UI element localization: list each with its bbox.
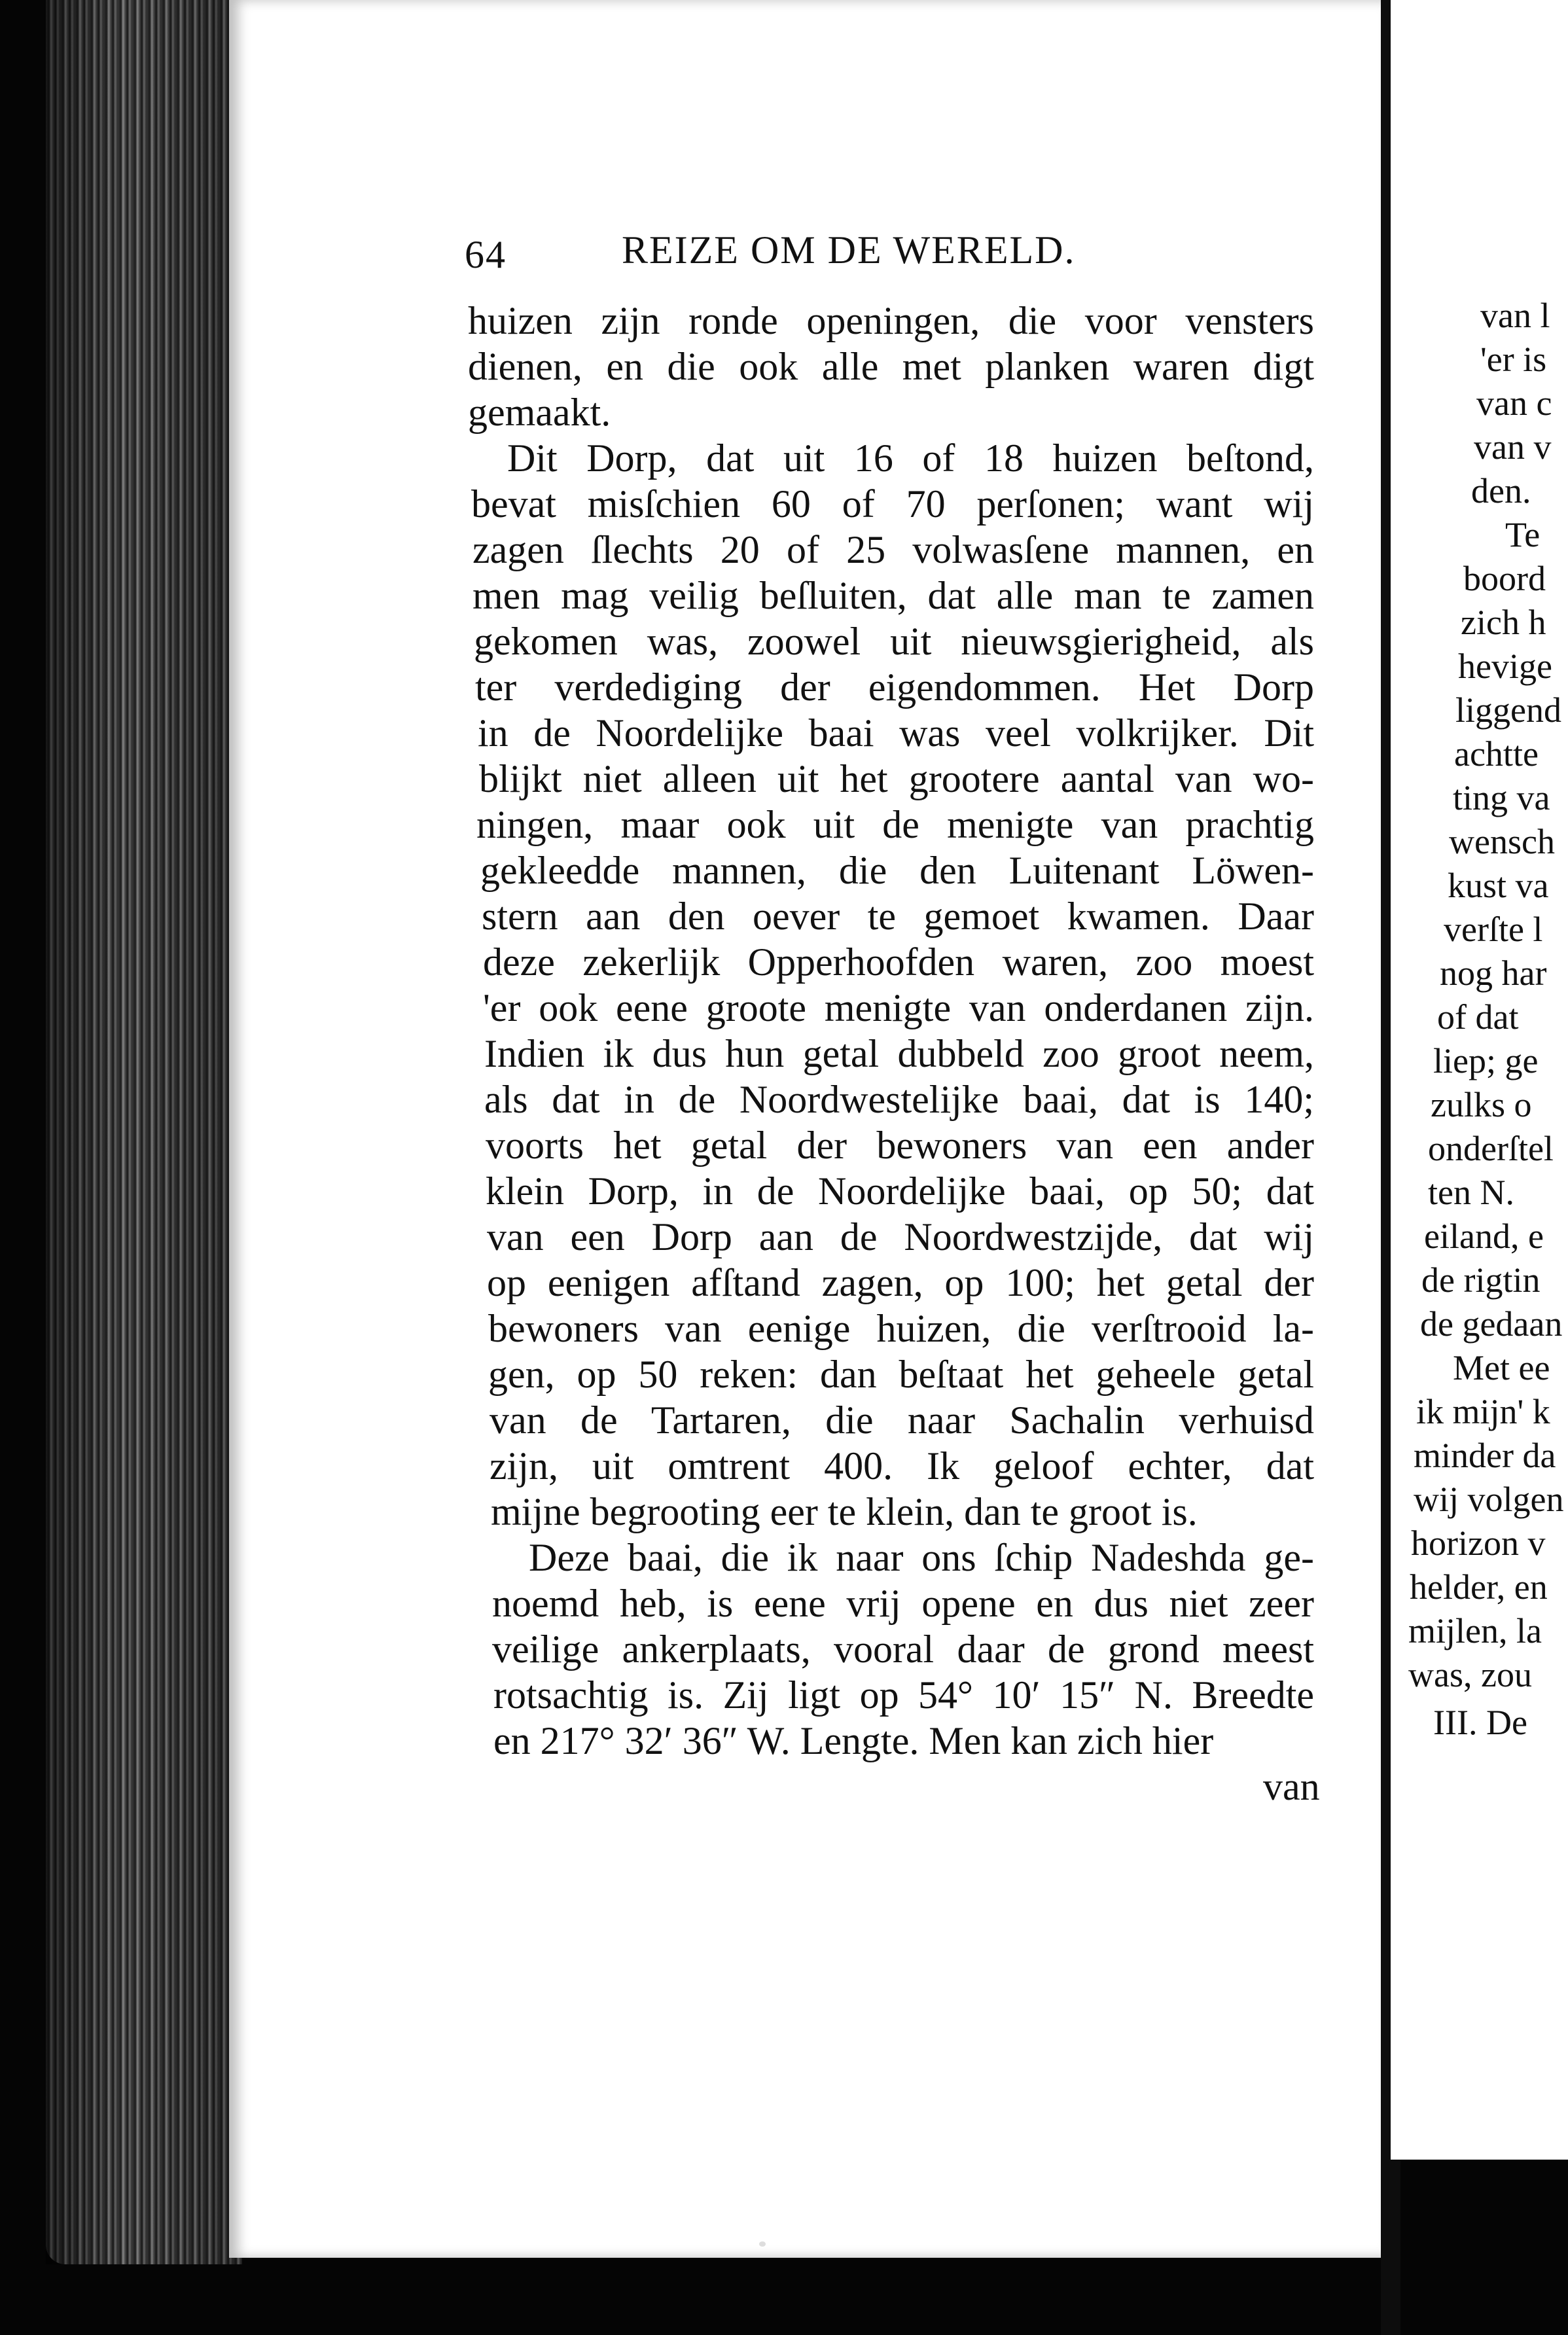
facing-line: ten N.: [1428, 1173, 1514, 1212]
facing-line: ting va: [1453, 778, 1550, 817]
text-line: Deze baai, die ik naar ons ſchip Nadeshda ge-: [529, 1536, 1314, 1579]
facing-line: boord: [1463, 559, 1546, 598]
facing-line: zich h: [1461, 603, 1546, 642]
text-line: Dit Dorp, dat uit 16 of 18 huizen beſtond,: [507, 437, 1314, 480]
text-line: voorts het getal der bewoners van een ander: [486, 1124, 1314, 1167]
facing-line: wensch: [1449, 822, 1555, 861]
facing-line: liggend: [1455, 690, 1561, 730]
facing-line: liep; ge: [1433, 1041, 1539, 1080]
facing-line: horizon v: [1411, 1524, 1546, 1563]
text-line: klein Dorp, in de Noordelijke baai, op 50; dat: [486, 1169, 1314, 1213]
facing-line: onderſtel: [1428, 1129, 1554, 1168]
facing-line: mijlen, la: [1408, 1611, 1542, 1650]
text-line: bevat misſchien 60 of 70 perſonen; want wij: [471, 482, 1314, 526]
text-line: Indien ik dus hun getal dubbeld zoo groot neem,: [484, 1032, 1314, 1075]
text-line: noemd heb, is eene vrij opene en dus niet zeer: [492, 1582, 1314, 1625]
facing-line: of dat: [1437, 997, 1519, 1037]
text-line: en 217° 32′ 36″ W. Lengte. Men kan zich hier: [493, 1719, 1214, 1762]
facing-line: wij volgen: [1414, 1480, 1564, 1519]
text-line: gekleedde mannen, die den Luitenant Löwen-: [480, 849, 1314, 892]
facing-line: eiland, e: [1424, 1217, 1544, 1256]
facing-line: 'er is: [1480, 340, 1547, 379]
text-line: zagen ſlechts 20 of 25 volwasſene mannen, en: [472, 528, 1314, 571]
facing-line: kust va: [1448, 866, 1549, 905]
facing-line: de gedaan: [1420, 1304, 1563, 1344]
facing-line: was, zou: [1408, 1655, 1532, 1694]
text-line: 'er ook eene groote menigte van onderdanen zijn.: [483, 986, 1314, 1029]
facing-line: zulks o: [1431, 1085, 1532, 1124]
text-line: stern aan den oever te gemoet kwamen. Daar: [482, 895, 1314, 938]
text-line: deze zekerlijk Opperhoofden waren, zoo moest: [483, 940, 1314, 984]
facing-line: van v: [1474, 427, 1552, 467]
scan-speck: [759, 2241, 766, 2247]
facing-line: Met ee: [1453, 1348, 1550, 1387]
text-line: veilige ankerplaats, vooral daar de grond meest: [492, 1628, 1314, 1671]
facing-line: nog har: [1440, 954, 1547, 993]
text-line: blijkt niet alleen uit het grootere aantal van wo-: [479, 757, 1314, 800]
text-line: van een Dorp aan de Noordwestzijde, dat wij: [487, 1215, 1314, 1258]
facing-line: hevige: [1458, 647, 1552, 686]
text-line: bewoners van eenige huizen, die verſtrooid la-: [488, 1307, 1314, 1350]
text-line: op eenigen afſtand zagen, op 100; het getal der: [487, 1261, 1314, 1304]
text-line: zijn, uit omtrent 400. Ik geloof echter, dat: [490, 1444, 1314, 1488]
text-line: ningen, maar ook uit de menigte van prachtig: [476, 803, 1314, 846]
text-line: mijne begrooting eer te klein, dan te groot is.: [491, 1490, 1198, 1533]
text-line: gekomen was, zoowel uit nieuwsgierigheid, als: [474, 620, 1314, 663]
text-line: ter verdediging der eigendommen. Het Dorp: [475, 666, 1314, 709]
text-line: in de Noordelijke baai was veel volkrijker. Dit: [478, 711, 1314, 755]
facing-line: van l: [1480, 296, 1550, 335]
facing-line: verſte l: [1444, 910, 1543, 949]
facing-line: achtte: [1454, 734, 1539, 774]
facing-line: ik mijn' k: [1416, 1392, 1550, 1431]
facing-line: III. De: [1433, 1703, 1527, 1742]
page-number: 64: [465, 233, 507, 276]
text-line: huizen zijn ronde openingen, die voor vensters: [468, 299, 1314, 342]
text-line: gen, op 50 reken: dan beſtaat het geheele getal: [488, 1353, 1314, 1396]
text-line: gemaakt.: [468, 391, 611, 434]
text-line: rotsachtig is. Zij ligt op 54° 10′ 15″ N. Breedte: [493, 1673, 1314, 1717]
text-line: als dat in de Noordwestelijke baai, dat is 140;: [484, 1078, 1314, 1121]
facing-line: de rigtin: [1421, 1260, 1541, 1300]
text-line: men mag veilig beſluiten, dat alle man te zamen: [472, 574, 1314, 617]
facing-line: Te: [1505, 515, 1541, 554]
facing-line: minder da: [1414, 1436, 1556, 1475]
text-line: dienen, en die ook alle met planken waren digt: [468, 345, 1314, 388]
text-line: van de Tartaren, die naar Sachalin verhuisd: [490, 1399, 1314, 1442]
catchword: van: [1263, 1765, 1320, 1808]
facing-line: helder, en: [1410, 1567, 1548, 1607]
running-title: REIZE OM DE WERELD.: [622, 228, 1076, 272]
facing-line: den.: [1471, 471, 1531, 510]
facing-line: van c: [1476, 383, 1552, 423]
page-edges-shadow: [46, 0, 242, 2264]
